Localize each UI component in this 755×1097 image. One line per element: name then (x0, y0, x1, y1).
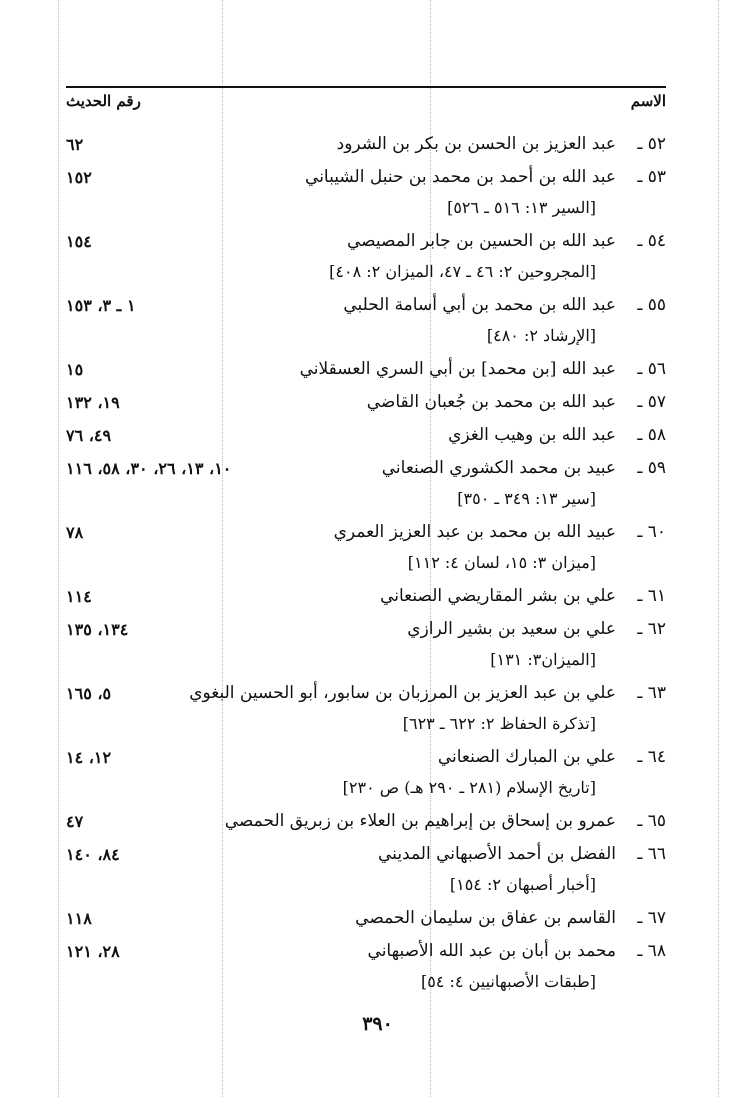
narrator-name: عبد الله بن محمد بن أبي أسامة الحلبي (343, 295, 616, 315)
source-citation: [أخبار أصبهان ٢: ١٥٤] (449, 875, 596, 894)
hadith-references: ١٥٢ (66, 168, 92, 187)
narrator-name: الفضل بن أحمد الأصبهاني المديني (378, 844, 616, 864)
list-item (66, 807, 666, 840)
entry-number: ٦٦ ـ (637, 844, 666, 864)
list-item (66, 840, 666, 873)
source-citation: [سير ١٣: ٣٤٩ ـ ٣٥٠] (457, 489, 596, 508)
source-citation: [تاريخ الإسلام (٢٨١ ـ ٢٩٠ هـ) ص ٢٣٠] (342, 778, 596, 797)
entry-number: ٥٢ ـ (637, 134, 666, 154)
source-citation: [تذكرة الحفاظ ٢: ٦٢٢ ـ ٦٢٣] (402, 714, 596, 733)
list-item (66, 582, 666, 615)
narrator-name: عبد الله بن أحمد بن محمد بن حنبل الشيباني (305, 167, 616, 187)
list-item (66, 355, 666, 388)
list-item (66, 227, 666, 260)
hadith-references: ٦٢ (66, 135, 84, 154)
hadith-number-column-header: رقم الحديث (66, 92, 141, 110)
entry-number: ٥٩ ـ (637, 458, 666, 478)
hadith-references: ٨٤، ١٤٠ (66, 845, 120, 864)
entry-number: ٥٥ ـ (637, 295, 666, 315)
hadith-references: ١٥٤ (66, 232, 92, 251)
source-note-row (66, 873, 666, 904)
list-item (66, 937, 666, 970)
source-citation: [الميزان٣: ١٣١] (490, 650, 596, 669)
entry-number: ٦٥ ـ (637, 811, 666, 831)
source-note-row (66, 551, 666, 582)
narrator-index-list (66, 130, 666, 1001)
entry-number: ٦٣ ـ (637, 683, 666, 703)
narrator-name: محمد بن أبان بن عبد الله الأصبهاني (367, 941, 616, 961)
list-item (66, 743, 666, 776)
hadith-references: ٤٩، ٧٦ (66, 426, 112, 445)
source-citation: [الإرشاد ٢: ٤٨٠] (486, 326, 596, 345)
hadith-references: ١١٤ (66, 587, 92, 606)
source-note-row (66, 970, 666, 1001)
source-citation: [ميزان ٣: ١٥، لسان ٤: ١١٢] (407, 553, 596, 572)
hadith-references: ٥، ١٦٥ (66, 684, 112, 703)
list-item (66, 130, 666, 163)
narrator-name: علي بن بشر المقاريضي الصنعاني (380, 586, 616, 606)
source-note-row (66, 487, 666, 518)
entry-number: ٥٦ ـ (637, 359, 666, 379)
narrator-name: عبد الله بن محمد بن جُعبان القاضي (366, 392, 616, 412)
narrator-name: علي بن المبارك الصنعاني (437, 747, 616, 767)
entry-number: ٦٤ ـ (637, 747, 666, 767)
source-citation: [السير ١٣: ٥١٦ ـ ٥٢٦] (447, 198, 596, 217)
hadith-references: ١١٨ (66, 909, 92, 928)
hadith-references: ١٢، ١٤ (66, 748, 112, 767)
narrator-name: القاسم بن عفاق بن سليمان الحمصي (355, 908, 616, 928)
list-item (66, 388, 666, 421)
entry-number: ٥٣ ـ (637, 167, 666, 187)
list-item (66, 454, 666, 487)
entry-number: ٥٤ ـ (637, 231, 666, 251)
source-note-row (66, 260, 666, 291)
narrator-name: علي بن سعيد بن بشير الرازي (407, 619, 616, 639)
source-note-row (66, 196, 666, 227)
hadith-references: ١٩، ١٣٢ (66, 393, 120, 412)
name-column-header: الاسم (630, 92, 666, 110)
narrator-name: عبد الله بن الحسين بن جابر المصيصي (346, 231, 616, 251)
narrator-name: عبيد بن محمد الكشوري الصنعاني (381, 458, 616, 478)
list-item (66, 904, 666, 937)
entry-number: ٥٨ ـ (637, 425, 666, 445)
table-header (66, 86, 666, 114)
source-citation: [المجروحين ٢: ٤٦ ـ ٤٧، الميزان ٢: ٤٠٨] (329, 262, 596, 281)
list-item (66, 421, 666, 454)
source-note-row (66, 712, 666, 743)
narrator-name: عبد الله [بن محمد] بن أبي السري العسقلاني (299, 359, 616, 379)
source-note-row (66, 776, 666, 807)
entry-number: ٦٧ ـ (637, 908, 666, 928)
list-item (66, 679, 666, 712)
narrator-name: عبيد الله بن محمد بن عبد العزيز العمري (333, 522, 616, 542)
entry-number: ٦٢ ـ (637, 619, 666, 639)
entry-number: ٦١ ـ (637, 586, 666, 606)
source-citation: [طبقات الأصبهانيين ٤: ٥٤] (420, 972, 596, 991)
narrator-name: علي بن عبد العزيز بن المرزبان بن سابور، أبو الحسين البغوي (189, 683, 616, 703)
hadith-references: ٢٨، ١٢١ (66, 942, 120, 961)
hadith-references: ١٥ (66, 360, 84, 379)
hadith-references: ١ ـ ٣، ١٥٣ (66, 296, 136, 315)
hadith-references: ١٠، ١٣، ٢٦، ٣٠، ٥٨، ١١٦ (66, 459, 232, 478)
narrator-name: عبد الله بن وهيب الغزي (448, 425, 616, 445)
list-item (66, 518, 666, 551)
source-note-row (66, 324, 666, 355)
list-item (66, 163, 666, 196)
page-number: ٣٩٠ (362, 1013, 393, 1035)
hadith-references: ٧٨ (66, 523, 84, 542)
hadith-references: ٤٧ (66, 812, 84, 831)
entry-number: ٥٧ ـ (637, 392, 666, 412)
list-item (66, 615, 666, 648)
source-note-row (66, 648, 666, 679)
entry-number: ٦٨ ـ (637, 941, 666, 961)
hadith-references: ١٣٤، ١٣٥ (66, 620, 129, 639)
narrator-name: عمرو بن إسحاق بن إبراهيم بن العلاء بن زبريق الحمصي (224, 811, 616, 831)
list-item (66, 291, 666, 324)
narrator-name: عبد العزيز بن الحسن بن بكر بن الشرود (336, 134, 616, 154)
entry-number: ٦٠ ـ (637, 522, 666, 542)
